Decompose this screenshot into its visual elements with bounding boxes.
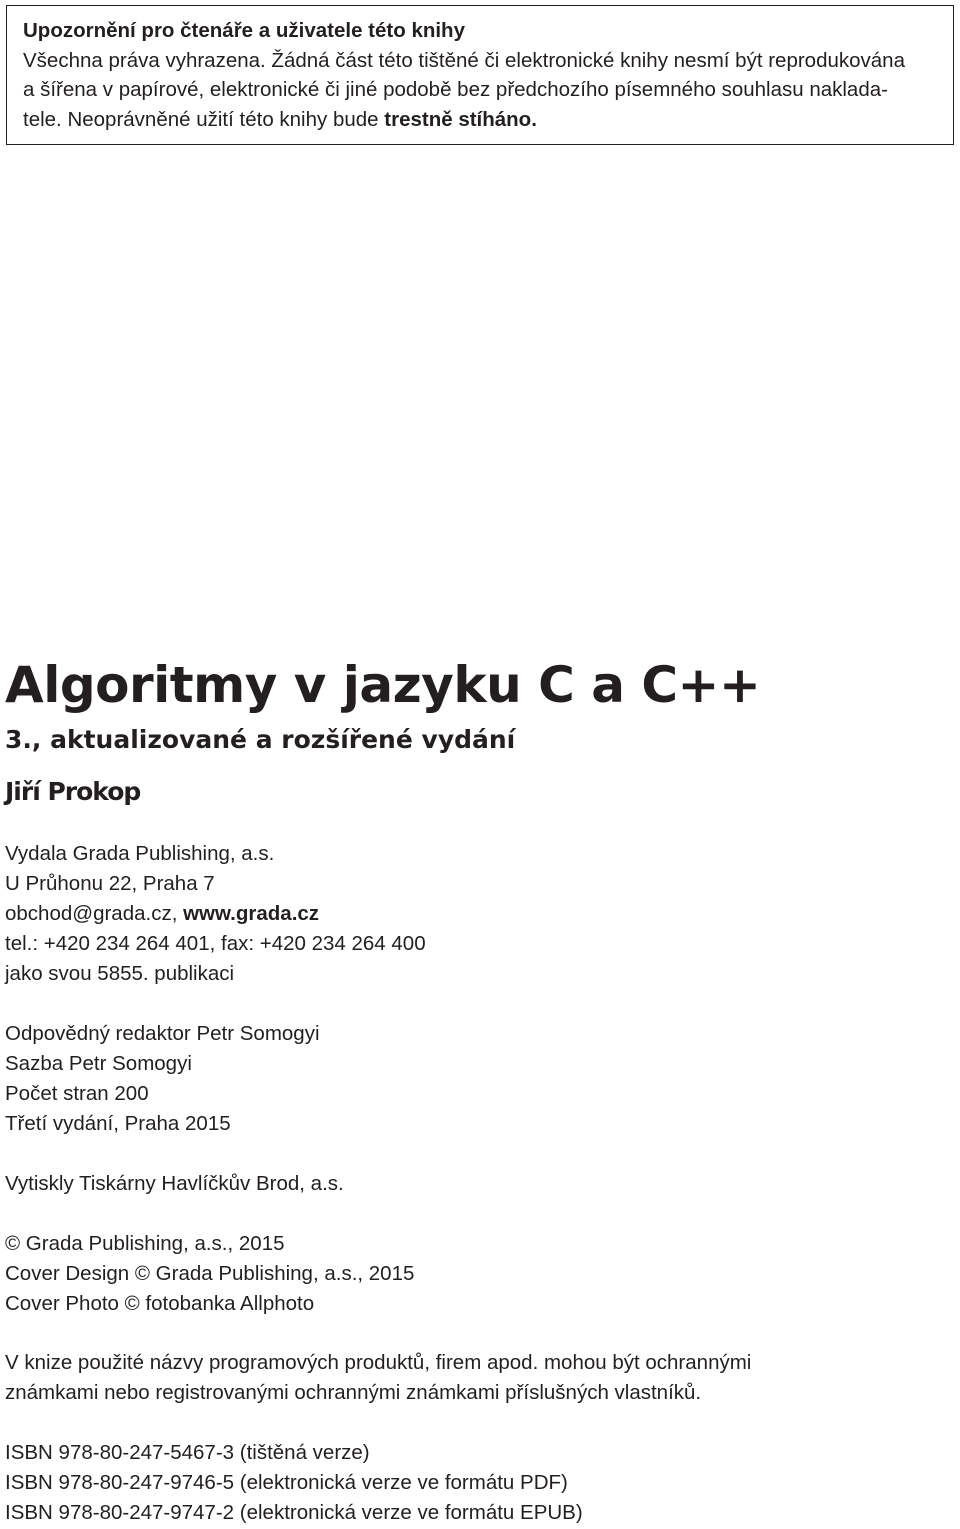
isbn-block	[5, 1438, 583, 1528]
copyright-notice-box	[6, 5, 954, 145]
printer-credit: Vytiskly Tiskárny Havlíčkův Brod, a.s.	[5, 1172, 344, 1195]
isbn-epub: ISBN 978-80-247-9747-2 (elektronická verze ve formátu EPUB)	[5, 1501, 583, 1524]
cover-photo-credit: Cover Photo © fotobanka Allphoto	[5, 1292, 315, 1315]
printer-block	[5, 1169, 344, 1199]
publisher-phone: tel.: +420 234 264 401, fax: +420 234 264 400	[5, 932, 426, 955]
notice-title: Upozornění pro čtenáře a uživatele této knihy	[23, 19, 465, 42]
copyright-line: © Grada Publishing, a.s., 2015	[5, 1232, 285, 1255]
notice-warning-emphasis: trestně stíháno	[384, 107, 532, 131]
publisher-address: U Průhonu 22, Praha 7	[5, 872, 215, 895]
cover-design-credit: Cover Design © Grada Publishing, a.s., 2015	[5, 1262, 415, 1285]
typesetting-credit: Sazba Petr Somogyi	[5, 1052, 192, 1075]
editor-credit: Odpovědný redaktor Petr Somogyi	[5, 1022, 320, 1045]
trademark-line-2: známkami nebo registrovanými ochrannými známkami příslušných vlastníků.	[5, 1381, 702, 1404]
notice-line-3	[23, 105, 937, 135]
publisher-block	[5, 839, 426, 989]
notice-line-3-text: tele. Neoprávněné užití této knihy bude	[23, 107, 385, 131]
notice-line-1: Všechna práva vyhrazena. Žádná část této tištěné či elektronické knihy nesmí být reprodukována	[23, 48, 905, 72]
credits-block	[5, 1019, 320, 1139]
notice-line-2: a šířena v papírové, elektronické či jiné podobě bez předchozího písemného souhlasu naklada-	[23, 78, 888, 101]
publication-number: jako svou 5855. publikaci	[5, 962, 235, 985]
isbn-print: ISBN 978-80-247-5467-3 (tištěná verze)	[5, 1441, 370, 1464]
isbn-pdf: ISBN 978-80-247-9746-5 (elektronická verze ve formátu PDF)	[5, 1471, 568, 1494]
publisher-email: obchod@grada.cz,	[5, 902, 184, 925]
book-author: Jiří Prokop	[5, 777, 141, 806]
trademark-block	[5, 1348, 751, 1408]
publisher-name: Vydala Grada Publishing, a.s.	[5, 842, 275, 865]
notice-line-3-end: .	[531, 107, 537, 131]
edition-info: Třetí vydání, Praha 2015	[5, 1112, 231, 1135]
trademark-line-1: V knize použité názvy programových produktů, firem apod. mohou být ochrannými	[5, 1351, 752, 1374]
publisher-contact	[5, 899, 426, 929]
publisher-website: www.grada.cz	[183, 902, 320, 925]
book-title: Algoritmy v jazyku C a C++	[5, 656, 761, 714]
book-edition: 3., aktualizované a rozšířené vydání	[5, 725, 516, 754]
copyright-block	[5, 1229, 414, 1319]
page-count: Počet stran 200	[5, 1082, 149, 1105]
